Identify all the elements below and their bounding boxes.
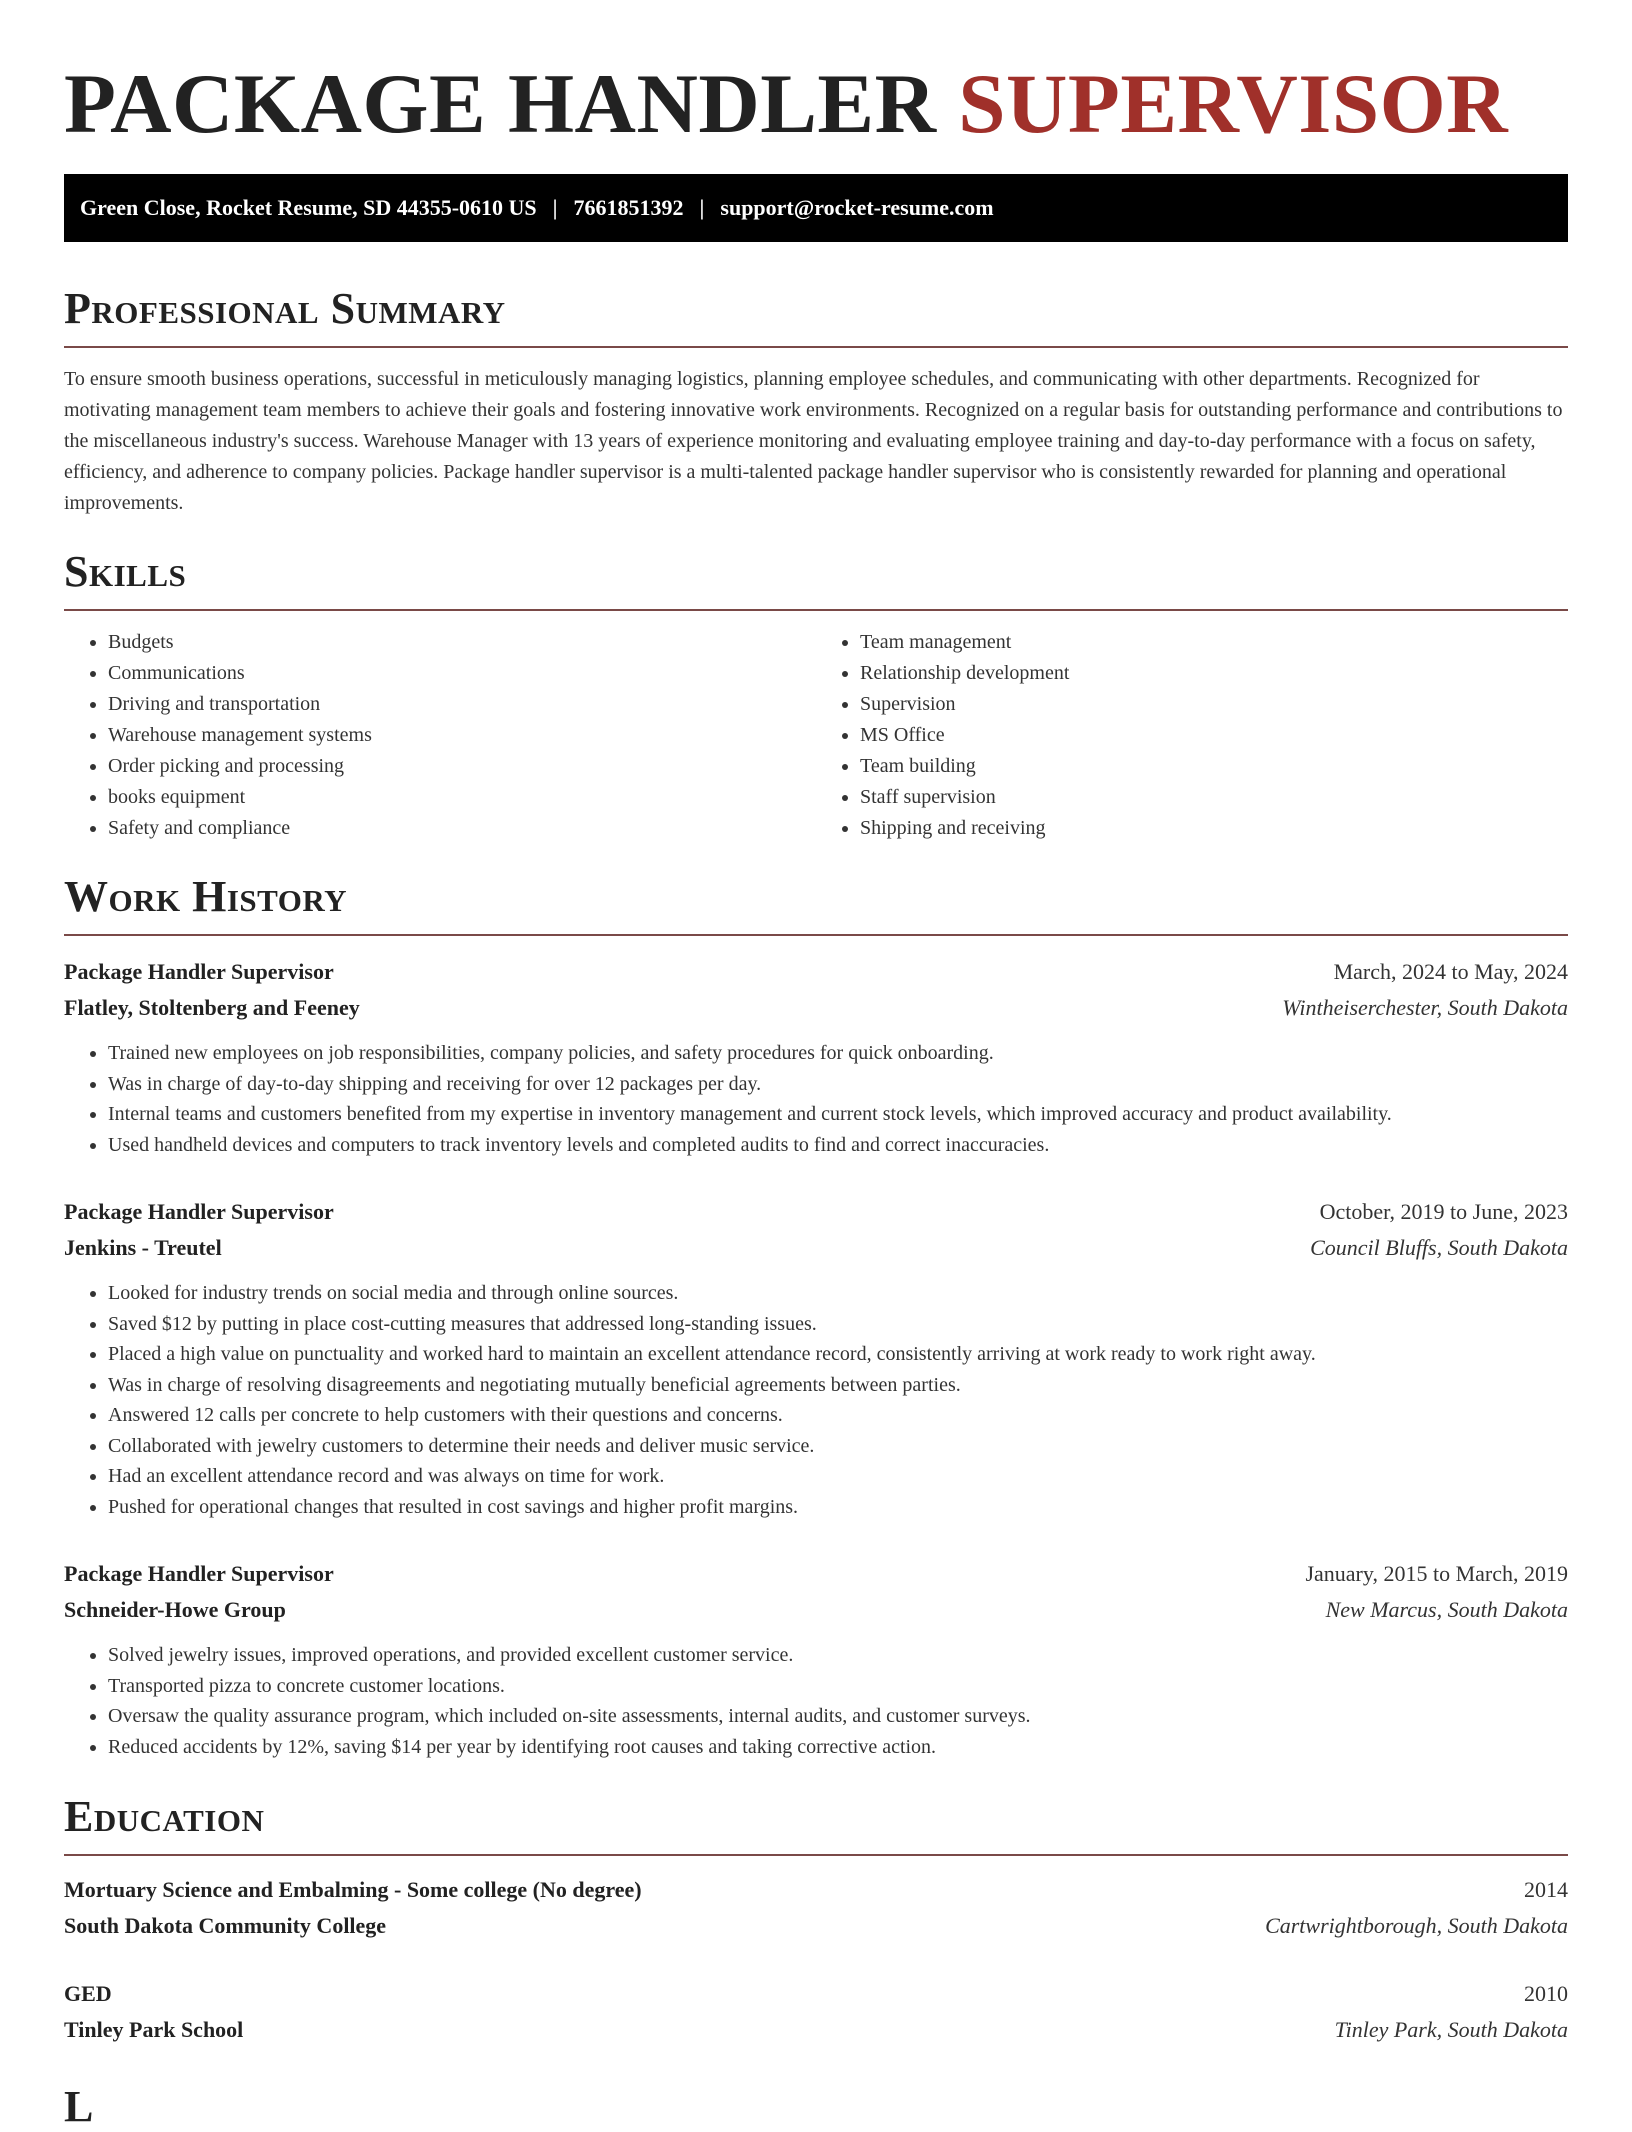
education-school: Tinley Park School [64, 2017, 244, 2042]
education-school-row [64, 1908, 1568, 1944]
education-degree: Mortuary Science and Embalming - Some college (No degree) [64, 1877, 642, 1902]
job-header-row [64, 1556, 1568, 1592]
skill-item: • Warehouse management systems [108, 720, 816, 751]
job-position: Package Handler Supervisor [64, 1561, 334, 1586]
work-history-heading: Work History [64, 872, 348, 921]
skill-item: • Budgets [108, 627, 816, 658]
section-divider [64, 346, 1568, 348]
contact-phone: 7661851392 [573, 195, 684, 220]
job-position: Package Handler Supervisor [64, 1199, 334, 1224]
section-divider [64, 1854, 1568, 1856]
name-accent-part: SUPERVISOR [958, 57, 1509, 151]
contact-bar [64, 174, 1568, 242]
duty-item: • Transported pizza to concrete customer locations. [108, 1671, 1568, 1702]
skill-item: • Staff supervision [860, 782, 1568, 813]
education-degree-row [64, 1872, 1568, 1908]
job-duties [64, 1640, 1568, 1762]
job-header-row [64, 1194, 1568, 1230]
education-school-row [64, 2012, 1568, 2048]
skills-heading: Skills [64, 547, 187, 596]
contact-separator: | [699, 195, 705, 220]
job-duties [64, 1278, 1568, 1522]
skills-list-right [816, 627, 1568, 844]
duty-item: • Pushed for operational changes that resulted in cost savings and higher profit margins. [108, 1492, 1568, 1523]
skill-item: • books equipment [108, 782, 816, 813]
education-heading: Education [64, 1792, 265, 1841]
next-section-partial [64, 2082, 94, 2132]
next-section-heading: L [64, 2082, 94, 2131]
job-duties [64, 1038, 1568, 1160]
skill-item: • Relationship development [860, 658, 1568, 689]
work-history-section [64, 872, 1568, 1762]
skills-columns [64, 627, 1568, 844]
duty-item: • Trained new employees on job responsibilities, company policies, and safety procedures for quick onboarding. [108, 1038, 1568, 1069]
duty-item: • Used handheld devices and computers to track inventory levels and completed audits to find and correct inaccuracies. [108, 1130, 1568, 1161]
skill-item: • Driving and transportation [108, 689, 816, 720]
skill-item: • Shipping and receiving [860, 813, 1568, 844]
duty-item: • Placed a high value on punctuality and worked hard to maintain an excellent attendance record, consistently arriving at work ready to work right away. [108, 1339, 1568, 1370]
duty-item: • Collaborated with jewelry customers to determine their needs and deliver music service. [108, 1431, 1568, 1462]
skill-item: • Team management [860, 627, 1568, 658]
job-dates: October, 2019 to June, 2023 [1319, 1199, 1568, 1224]
duty-item: • Oversaw the quality assurance program, which included on-site assessments, internal audits, and customer surveys. [108, 1701, 1568, 1732]
summary-text: To ensure smooth business operations, successful in meticulously managing logistics, planning employee schedules, and communicating with other departments. Recognized for motivating management team members to achieve their goals and fostering innovative work environments. Recognized on a regular basis for outstanding performance and contributions to the miscellaneous industry's success. Warehouse Manager with 13 years of experience monitoring and evaluating employee training and day-to-day performance with a focus on safety, efficiency, and adherence to company policies. Package handler supervisor is a multi-talented package handler supervisor who is consistently rewarded for planning and operational improvements. [64, 368, 1563, 514]
job-location: Wintheiserchester, South Dakota [1282, 995, 1568, 1020]
education-location: Tinley Park, South Dakota [1334, 2017, 1568, 2042]
summary-section [64, 284, 1568, 519]
job-dates: January, 2015 to March, 2019 [1305, 1561, 1568, 1586]
job-position: Package Handler Supervisor [64, 959, 334, 984]
section-divider [64, 609, 1568, 611]
duty-item: • Answered 12 calls per concrete to help customers with their questions and concerns. [108, 1400, 1568, 1431]
education-degree-row [64, 1976, 1568, 2012]
duty-item: • Was in charge of resolving disagreements and negotiating mutually beneficial agreements between parties. [108, 1370, 1568, 1401]
job-dates: March, 2024 to May, 2024 [1333, 959, 1568, 984]
job-header-row [64, 954, 1568, 990]
duty-item: • Looked for industry trends on social media and through online sources. [108, 1278, 1568, 1309]
education-degree: GED [64, 1981, 112, 2006]
duty-item: • Solved jewelry issues, improved operations, and provided excellent customer service. [108, 1640, 1568, 1671]
page-title [64, 0, 1568, 150]
skills-list-left [64, 627, 816, 844]
education-section [64, 1792, 1568, 2048]
skill-item: • Order picking and processing [108, 751, 816, 782]
section-divider [64, 934, 1568, 936]
name-first-part: PACKAGE HANDLER [64, 57, 959, 151]
job-entry [64, 954, 1568, 1160]
contact-separator: | [552, 195, 558, 220]
skill-item: • Team building [860, 751, 1568, 782]
duty-item: • Reduced accidents by 12%, saving $14 per year by identifying root causes and taking corrective action. [108, 1732, 1568, 1763]
job-company-row [64, 990, 1568, 1026]
education-year: 2014 [1524, 1877, 1568, 1902]
job-company-row [64, 1230, 1568, 1266]
education-entry [64, 1872, 1568, 1944]
contact-email: support@rocket-resume.com [720, 195, 994, 220]
job-company: Jenkins - Treutel [64, 1235, 222, 1260]
job-company: Schneider-Howe Group [64, 1597, 286, 1622]
duty-item: • Had an excellent attendance record and was always on time for work. [108, 1461, 1568, 1492]
duty-item: • Was in charge of day-to-day shipping and receiving for over 12 packages per day. [108, 1069, 1568, 1100]
skill-item: • Communications [108, 658, 816, 689]
skill-item: • MS Office [860, 720, 1568, 751]
skill-item: • Safety and compliance [108, 813, 816, 844]
skills-section [64, 547, 1568, 844]
job-entry [64, 1556, 1568, 1762]
job-location: New Marcus, South Dakota [1325, 1597, 1568, 1622]
skill-item: • Supervision [860, 689, 1568, 720]
education-location: Cartwrightborough, South Dakota [1265, 1913, 1568, 1938]
duty-item: • Internal teams and customers benefited from my expertise in inventory management and current stock levels, which improved accuracy and product availability. [108, 1099, 1568, 1130]
education-entry [64, 1976, 1568, 2048]
contact-address: Green Close, Rocket Resume, SD 44355-0610 US [80, 195, 537, 220]
job-company: Flatley, Stoltenberg and Feeney [64, 995, 360, 1020]
summary-heading: Professional Summary [64, 284, 506, 333]
job-company-row [64, 1592, 1568, 1628]
education-year: 2010 [1524, 1981, 1568, 2006]
job-location: Council Bluffs, South Dakota [1310, 1235, 1568, 1260]
job-entry [64, 1194, 1568, 1522]
education-school: South Dakota Community College [64, 1913, 387, 1938]
duty-item: • Saved $12 by putting in place cost-cutting measures that addressed long-standing issues. [108, 1309, 1568, 1340]
